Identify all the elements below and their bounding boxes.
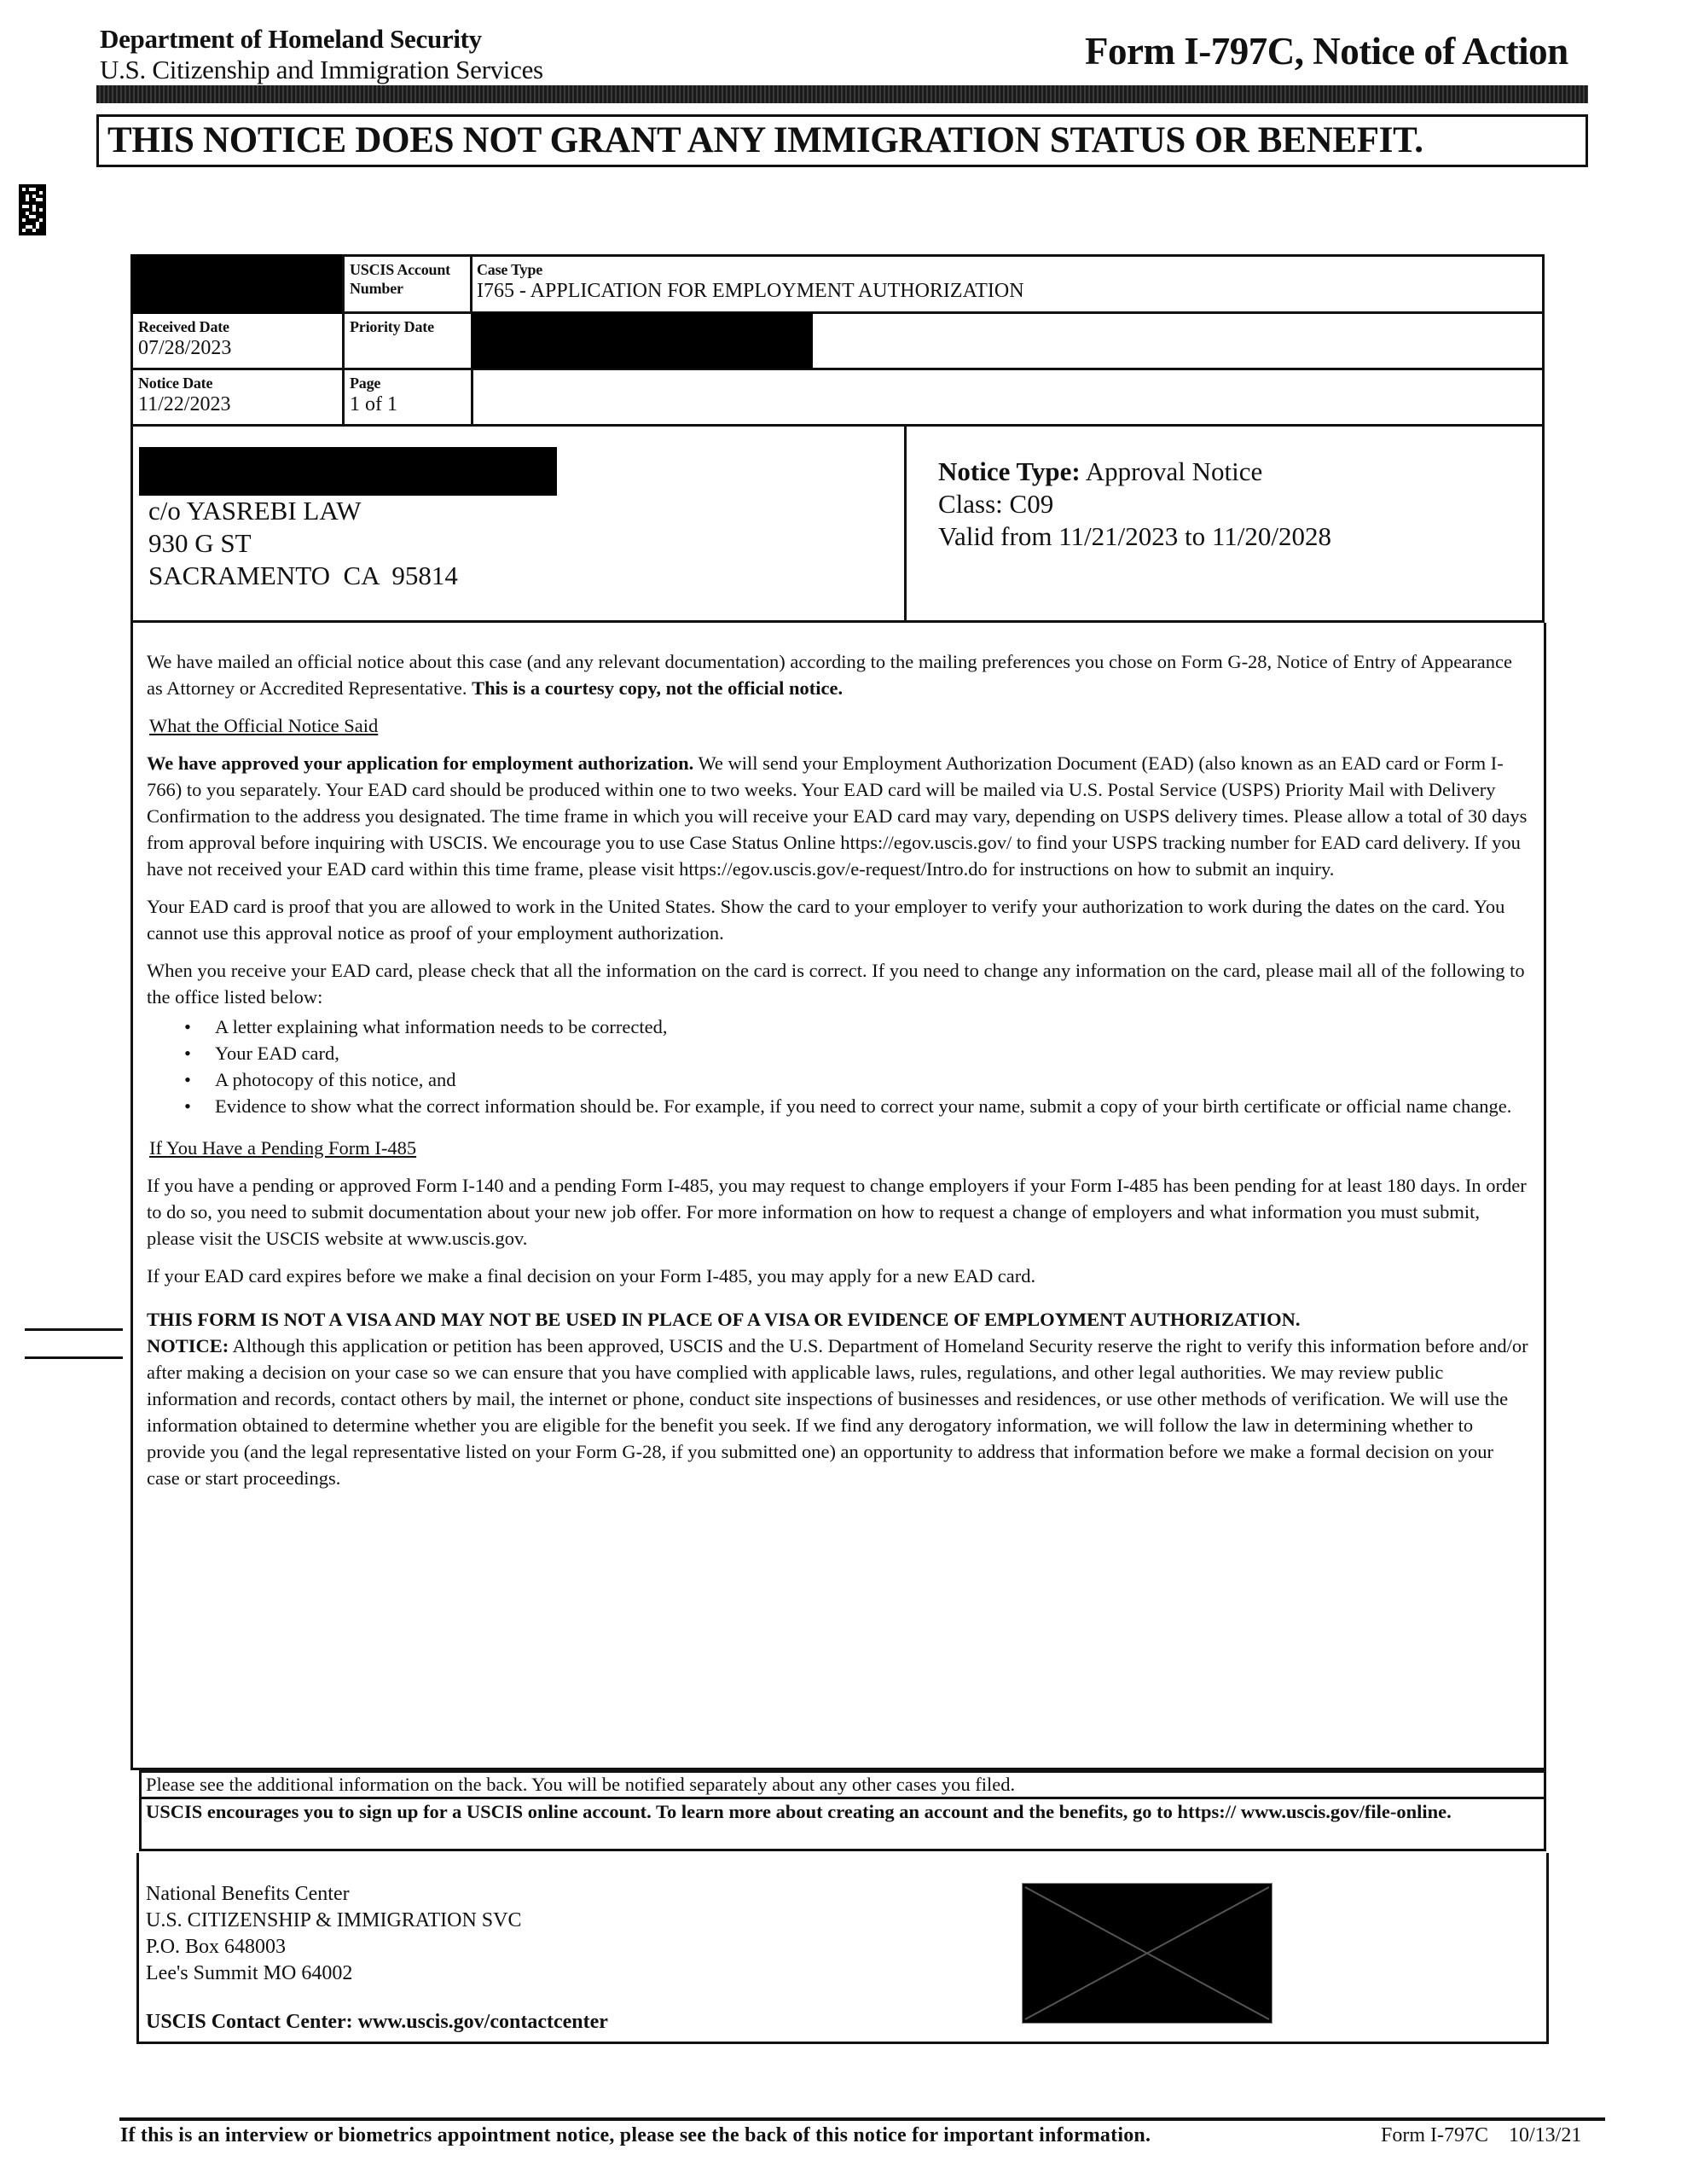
account-number-cell bbox=[342, 257, 472, 314]
list-item: • Your EAD card, bbox=[184, 1040, 1528, 1066]
priority-date-cell bbox=[345, 314, 473, 370]
notice-class: Class: C09 bbox=[938, 489, 1054, 519]
applicant-cell bbox=[473, 314, 1545, 370]
notice-date-cell bbox=[130, 370, 345, 427]
address-line: SACRAMENTO CA 95814 bbox=[148, 561, 458, 590]
intro-paragraph bbox=[147, 648, 1528, 701]
notice-text: Although this application or petition has been approved, USCIS and the U.S. Department of Homeland Security reserve the right to verify this information before and/or after making a decision on your case so we can ensure that you have complied with applicable laws, rules, regulations, and other legal authorities. We may review public information and records, contact others by mail, the internet or phone, conduct site inspections of businesses and residences, or use other methods of verification. We will use the information obtained to determine whether you are eligible for the benefit you seek. If we find any derogatory information, we will follow the law in determining whether to provide you (and the legal representative listed on your Form G-28, if you submitted one) an opportunity to address that information before we make a formal decision on your case or start proceedings. bbox=[147, 1335, 1528, 1489]
list-item: • Evidence to show what the correct information should be. For example, if you need to correct your name, submit a copy of your birth certificate or official name change. bbox=[184, 1093, 1528, 1119]
legal-notice-paragraph bbox=[147, 1306, 1528, 1491]
receipt-number-redaction bbox=[130, 254, 342, 314]
notice-date-value: 11/22/2023 bbox=[138, 393, 231, 415]
recipient-name-redaction bbox=[139, 447, 557, 496]
page-value: 1 of 1 bbox=[350, 393, 397, 415]
office-line: Lee's Summit MO 64002 bbox=[146, 1962, 353, 1984]
page-label: Page bbox=[350, 375, 381, 392]
received-date-label: Received Date bbox=[138, 318, 229, 335]
proof-paragraph: Your EAD card is proof that you are allowed to work in the United States. Show the card to your employer to verify your authorization to work during the dates on the card. You cannot use this approval notice as proof of your employment authorization. bbox=[147, 896, 1505, 944]
contact-center: USCIS Contact Center: www.uscis.gov/contactcenter bbox=[146, 2011, 608, 2033]
office-line: National Benefits Center bbox=[146, 1883, 350, 1905]
applicant-name-redaction bbox=[472, 312, 813, 369]
approval-paragraph bbox=[147, 750, 1528, 882]
page-cell bbox=[345, 370, 473, 427]
account-number-label: USCIS Account Number bbox=[350, 261, 450, 297]
footer-form-id: Form I-797C 10/13/21 bbox=[1381, 2124, 1582, 2146]
received-date-value: 07/28/2023 bbox=[138, 337, 232, 359]
case-type-value: I765 - APPLICATION FOR EMPLOYMENT AUTHORIZATION bbox=[477, 280, 1024, 302]
visa-warning: THIS FORM IS NOT A VISA AND MAY NOT BE USED IN PLACE OF A VISA OR EVIDENCE OF EMPLOYMENT AUTHORIZATION. bbox=[147, 1309, 1301, 1330]
list-item: • A photocopy of this notice, and bbox=[184, 1066, 1528, 1093]
expire-paragraph: If your EAD card expires before we make a final decision on your Form I-485, you may apply for a new EAD card. bbox=[147, 1265, 1036, 1287]
datamatrix-barcode-icon bbox=[19, 184, 46, 235]
office-address bbox=[146, 1881, 521, 1987]
i485-paragraph: If you have a pending or approved Form I-140 and a pending Form I-485, you may request to change employers if your Form I-485 has been pending for at least 180 days. In order to do so, you need to submit documentation about your new job offer. For more information on how to request a change of employers and what information you must submit, please visit the USCIS website at www.uscis.gov. bbox=[147, 1175, 1527, 1249]
courtesy-copy-text: This is a courtesy copy, not the official notice. bbox=[472, 677, 844, 699]
intro-text: We have mailed an official notice about this case (and any relevant documentation) according to the mailing preferences you chose on Form G-28, Notice of Entry of Appearance as Attorney or Accredited Representative. bbox=[147, 651, 1512, 699]
address-line: 930 G ST bbox=[148, 528, 252, 558]
notice-type-value: Approval Notice bbox=[1080, 456, 1263, 486]
case-type-label: Case Type bbox=[477, 261, 543, 278]
approval-statement: We have approved your application for employment authorization. bbox=[147, 752, 694, 774]
address-line: c/o YASREBI LAW bbox=[148, 496, 362, 526]
pending-i485-heading: If You Have a Pending Form I-485 bbox=[149, 1137, 417, 1159]
received-date-cell bbox=[130, 314, 345, 370]
notice-label: NOTICE: bbox=[147, 1335, 229, 1356]
list-item: • A letter explaining what information needs to be corrected, bbox=[184, 1014, 1528, 1040]
status-warning-banner: THIS NOTICE DOES NOT GRANT ANY IMMIGRATION STATUS OR BENEFIT. bbox=[96, 114, 1588, 167]
office-line: U.S. CITIZENSHIP & IMMIGRATION SVC bbox=[146, 1909, 522, 1931]
online-account-row: USCIS encourages you to sign up for a USCIS online account. To learn more about creating an account and the benefits, go to https:// www.uscis.gov/file-online. bbox=[139, 1797, 1546, 1851]
case-info-grid bbox=[130, 254, 1545, 427]
notice-info bbox=[938, 456, 1331, 553]
mailing-address bbox=[148, 495, 458, 592]
correction-paragraph: When you receive your EAD card, please check that all the information on the card is correct. If you need to change any information on the card, please mail all of the following to the office listed below: bbox=[147, 960, 1525, 1008]
notice-date-label: Notice Date bbox=[138, 375, 213, 392]
agency-name: U.S. Citizenship and Immigration Services bbox=[100, 55, 543, 84]
redacted-barcode-icon bbox=[1022, 1883, 1272, 2024]
header-divider-bar bbox=[96, 85, 1588, 103]
footer-divider bbox=[119, 2117, 1605, 2121]
department-name: Department of Homeland Security bbox=[100, 24, 482, 54]
notice-validity: Valid from 11/21/2023 to 11/20/2028 bbox=[938, 521, 1331, 551]
official-notice-heading: What the Official Notice Said bbox=[149, 715, 379, 736]
additional-info-row: Please see the additional information on the back. You will be notified separately about any other cases you filed. bbox=[139, 1770, 1546, 1799]
registration-mark bbox=[25, 1356, 123, 1359]
approval-details: We will send your Employment Authorization Document (EAD) (also known as an EAD card or Form I-766) to you separately. Your EAD card should be produced within one to two weeks. Your EAD card will be mailed via U.S. Postal Service (USPS) Priority Mail with Delivery Confirmation to the address you designated. The time frame in which you will receive your EAD card may vary, depending on USPS delivery times. Please allow a total of 30 days from approval before inquiring with USCIS. We encourage you to use Case Status Online https://egov.uscis.gov/ to find your USPS tracking number for EAD card delivery. If you have not received your EAD card within this time frame, please visit https://egov.uscis.gov/e-request/Intro.do for instructions on how to submit an inquiry. bbox=[147, 752, 1528, 880]
registration-mark bbox=[25, 1328, 123, 1331]
footer-note: If this is an interview or biometrics appointment notice, please see the back of this notice for important information. bbox=[120, 2124, 1151, 2146]
notice-body bbox=[147, 648, 1528, 1502]
form-title: Form I-797C, Notice of Action bbox=[1085, 30, 1568, 73]
address-divider bbox=[904, 424, 907, 623]
case-type-cell bbox=[472, 257, 1545, 314]
office-line: P.O. Box 648003 bbox=[146, 1936, 287, 1958]
priority-date-label: Priority Date bbox=[350, 318, 434, 335]
correction-list bbox=[184, 1014, 1528, 1119]
notice-type-label: Notice Type: bbox=[938, 456, 1081, 486]
